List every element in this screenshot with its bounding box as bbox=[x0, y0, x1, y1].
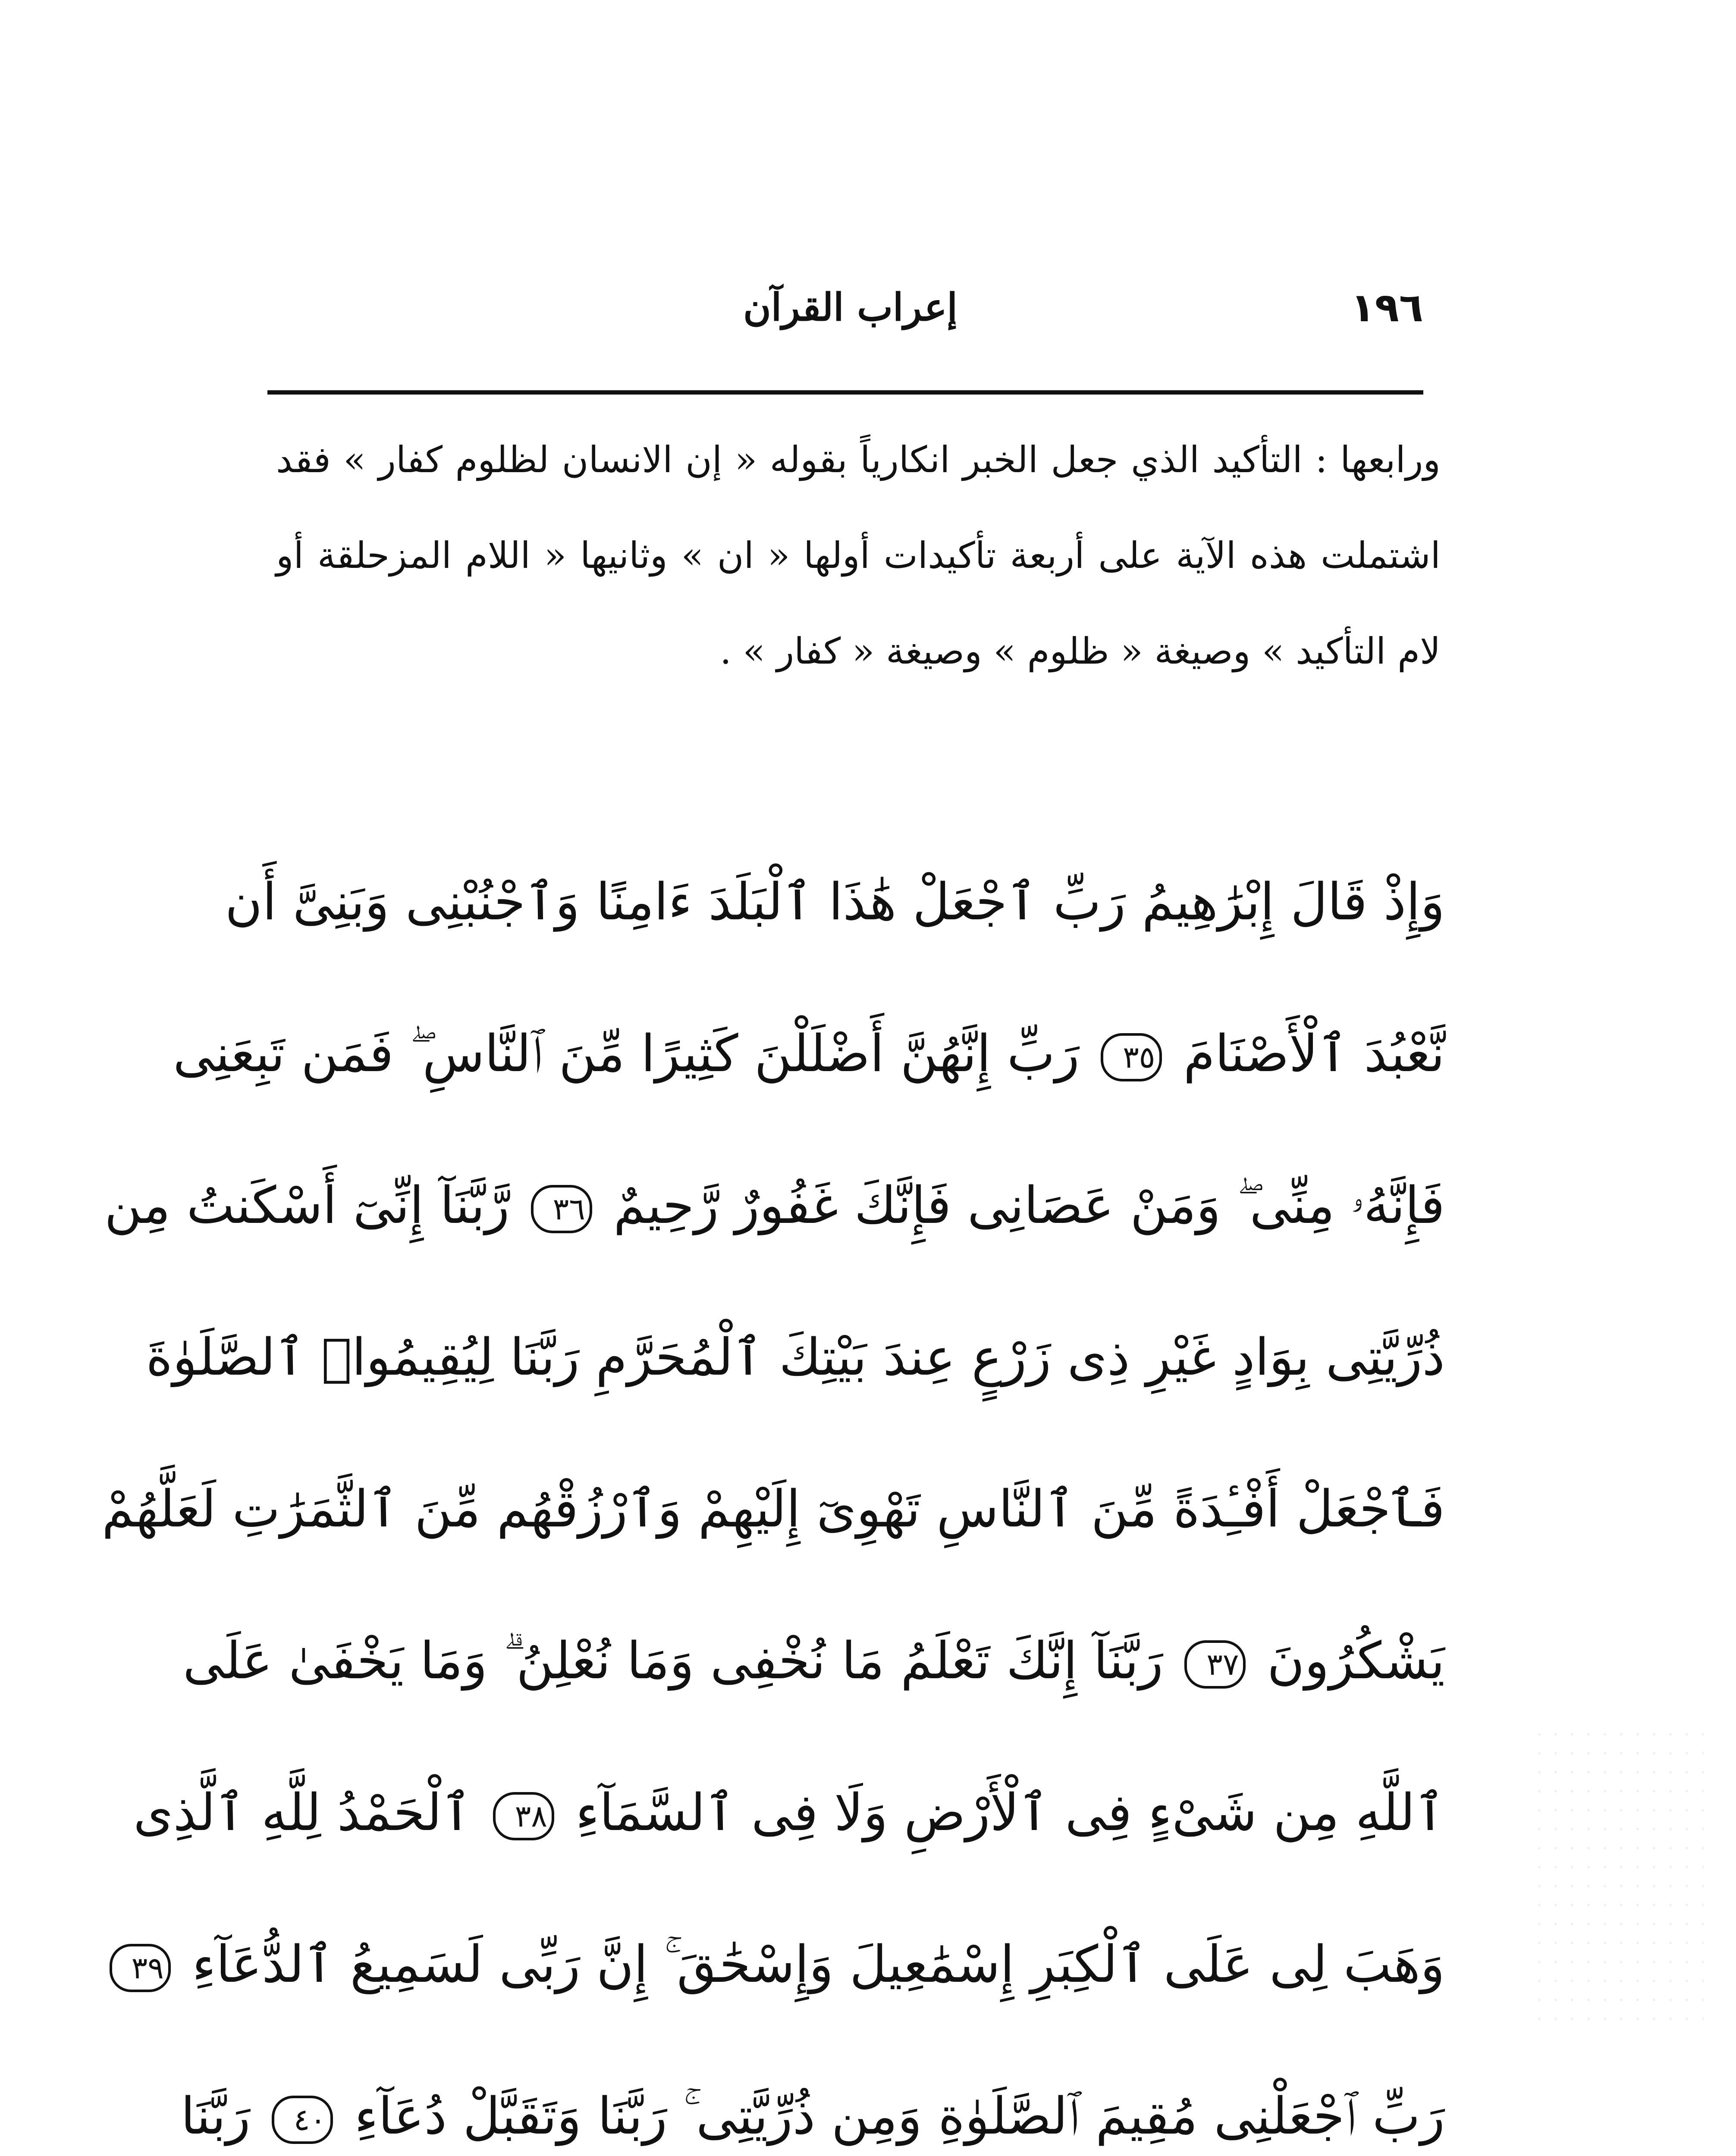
verse-text: رَبَّنَا bbox=[181, 2086, 251, 2146]
verse-text: ذُرِّيَّتِى بِوَادٍ غَيْرِ ذِى زَرْعٍ عِندَ بَيْتِكَ ٱلْمُحَرَّمِ رَبَّنَا لِيُقِيمُوا۟ ٱلصَّلَوٰةَ bbox=[146, 1327, 1445, 1387]
quran-verses bbox=[102, 826, 1445, 2156]
verse-line bbox=[181, 2040, 1445, 2156]
ayah-number-marker: ٣٧ bbox=[1184, 1640, 1246, 1689]
commentary-text: ورابعها : التأكيد الذي جعل الخبر انكارياً بقوله « إن الانسان لظلوم كفار » فقد اشتملت هذه الآية على أربعة تأكيدات أولها « ان » وثانيها « اللام المزحلقة أو لام التأكيد » وصيغة « ظلوم » وصيغة « كفار » . bbox=[276, 439, 1441, 672]
verse-line bbox=[131, 1888, 1445, 2040]
verse-text: رَّبَّنَآ إِنِّىٓ أَسْكَنتُ مِن bbox=[104, 1175, 510, 1235]
verse-text: وَهَبَ لِى عَلَى ٱلْكِبَرِ إِسْمَٰعِيلَ وَإِسْحَٰقَ ۚ إِنَّ رَبِّى لَسَمِيعُ ٱلدُّعَآءِ bbox=[192, 1934, 1445, 1994]
ayah-number-marker: ٣٩ bbox=[110, 1944, 171, 1992]
verse-text: رَبِّ ٱجْعَلْنِى مُقِيمَ ٱلصَّلَوٰةِ وَمِن ذُرِّيَّتِى ۚ رَبَّنَا وَتَقَبَّلْ دُعَآءِ bbox=[354, 2086, 1445, 2146]
verse-line bbox=[102, 1433, 1445, 1585]
page-number: ١٩٦ bbox=[1350, 285, 1423, 331]
verse-line bbox=[133, 1736, 1445, 1888]
verse-text: ٱللَّهِ مِن شَىْءٍ فِى ٱلْأَرْضِ وَلَا فِى ٱلسَّمَآءِ bbox=[575, 1783, 1445, 1842]
ayah-number-marker: ٤٠ bbox=[272, 2096, 333, 2144]
scan-speckle-noise bbox=[1531, 1725, 1704, 2027]
verse-text: نَّعْبُدَ ٱلْأَصْنَامَ bbox=[1183, 1024, 1445, 1083]
verse-line bbox=[146, 1281, 1445, 1433]
verse-text: وَإِذْ قَالَ إِبْرَٰهِيمُ رَبِّ ٱجْعَلْ هَٰذَا ٱلْبَلَدَ ءَامِنًا وَٱجْنُبْنِى وَبَنِىَّ أَن bbox=[225, 872, 1445, 931]
verse-text: ٱلْحَمْدُ لِلَّهِ ٱلَّذِى bbox=[133, 1783, 472, 1842]
ayah-number-marker: ٣٥ bbox=[1101, 1033, 1162, 1081]
verse-text: رَبَّنَآ إِنَّكَ تَعْلَمُ مَا نُخْفِى وَمَا نُعْلِنُ ۗ وَمَا يَخْفَىٰ عَلَى bbox=[182, 1631, 1163, 1690]
running-title: إعراب القرآن bbox=[743, 285, 957, 329]
verse-text: رَبِّ إِنَّهُنَّ أَضْلَلْنَ كَثِيرًا مِّنَ ٱلنَّاسِ ۖ فَمَن تَبِعَنِى bbox=[173, 1024, 1080, 1083]
ayah-number-marker: ٣٨ bbox=[493, 1792, 554, 1840]
header-rule bbox=[267, 390, 1423, 395]
verse-line bbox=[104, 1129, 1445, 1281]
verse-line bbox=[173, 978, 1445, 1129]
verse-text: يَشْكُرُونَ bbox=[1267, 1631, 1445, 1690]
verse-line bbox=[225, 826, 1445, 978]
verse-text: فَإِنَّهُۥ مِنِّى ۖ وَمَنْ عَصَانِى فَإِنَّكَ غَفُورٌ رَّحِيمٌ bbox=[613, 1175, 1445, 1235]
verse-line bbox=[182, 1585, 1445, 1736]
commentary-paragraph bbox=[276, 412, 1441, 699]
page-header bbox=[267, 285, 1423, 341]
ayah-number-marker: ٣٦ bbox=[531, 1185, 592, 1233]
verse-text: فَٱجْعَلْ أَفْـِٔدَةً مِّنَ ٱلنَّاسِ تَهْوِىٓ إِلَيْهِمْ وَٱرْزُقْهُم مِّنَ ٱلثَّمَرَٰتِ لَعَلَّهُمْ bbox=[102, 1479, 1445, 1539]
